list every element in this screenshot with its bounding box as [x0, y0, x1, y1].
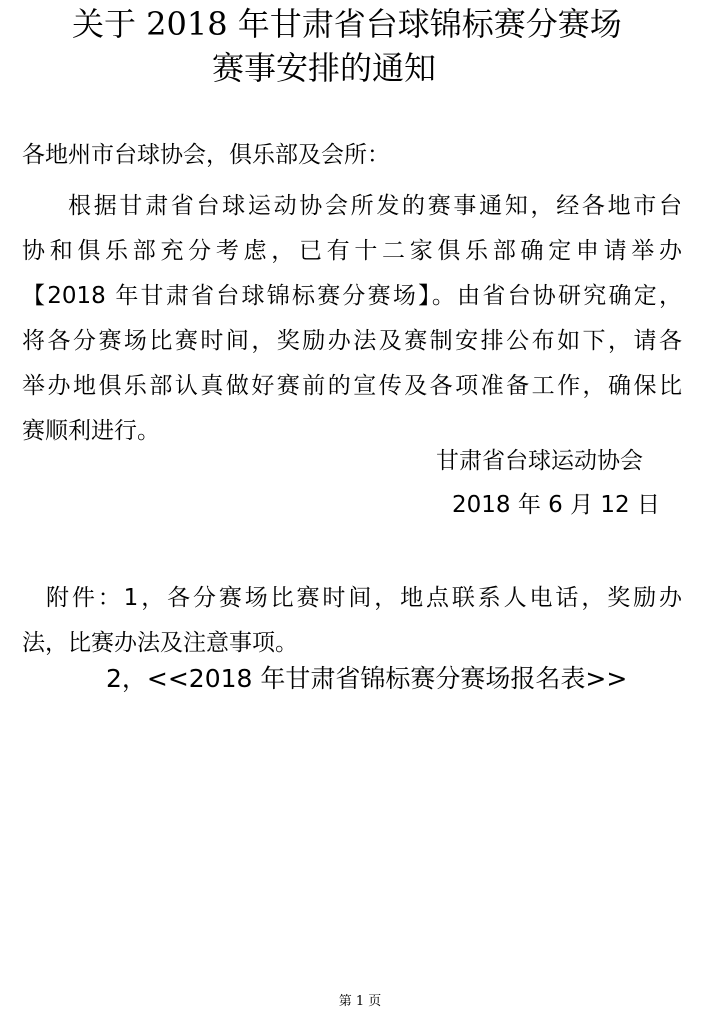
body-line-4: 将各分赛场比赛时间，奖励办法及赛制安排公布如下，请各	[22, 328, 682, 354]
attachment-line-2: 法，比赛办法及注意事项。	[22, 630, 298, 656]
attachment-note	[22, 576, 682, 666]
signer: 甘肃省台球运动协会	[436, 448, 643, 474]
attachment-item-2: 2，<<2018 年甘肃省锦标赛分赛场报名表>>	[106, 664, 628, 693]
attachment-line-1: 附件：1，各分赛场比赛时间，地点联系人电话，奖励办	[46, 585, 682, 611]
body-line-2: 协和俱乐部充分考虑，已有十二家俱乐部确定申请举办	[22, 238, 682, 264]
body-line-6: 赛顺利进行。	[22, 418, 160, 444]
body-paragraph	[22, 184, 682, 454]
document-title-line-1: 关于 2018 年甘肃省台球锦标赛分赛场	[72, 5, 622, 43]
body-line-1: 根据甘肃省台球运动协会所发的赛事通知，经各地市台	[68, 193, 682, 219]
body-line-5: 举办地俱乐部认真做好赛前的宣传及各项准备工作，确保比	[22, 373, 682, 399]
page-footer: 第 1 页	[338, 994, 382, 1009]
date: 2018 年 6 月 12 日	[452, 492, 660, 518]
salutation: 各地州市台球协会，俱乐部及会所：	[22, 142, 390, 168]
document-title-line-2: 赛事安排的通知	[212, 49, 437, 87]
body-line-3: 【2018 年甘肃省台球锦标赛分赛场】。由省台协研究确定，	[22, 283, 682, 309]
